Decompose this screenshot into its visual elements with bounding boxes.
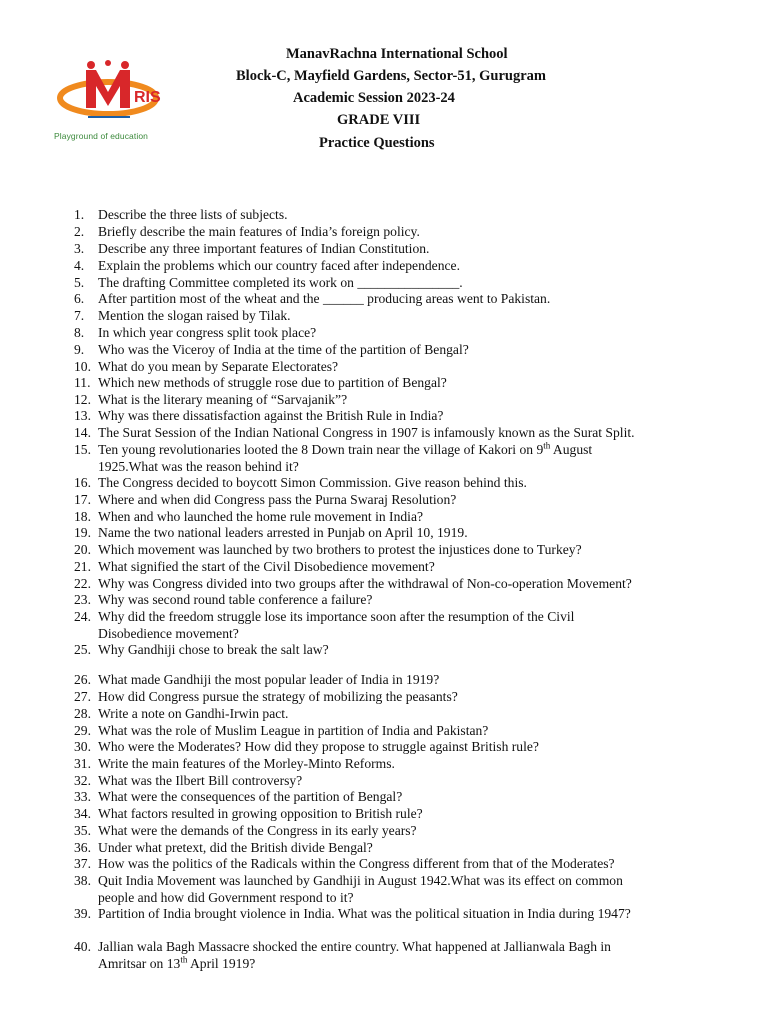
question-text: Describe any three important features of Indian Constitution. — [98, 241, 430, 256]
question-number: 33. — [74, 789, 91, 804]
question-number: 9. — [74, 342, 85, 357]
question-text: Which movement was launched by two brothers to protest the injustices done to Turkey? — [98, 542, 582, 557]
question-item — [74, 856, 615, 873]
question-number: 28. — [74, 706, 91, 721]
question-number: 5. — [74, 275, 85, 290]
question-text: Quit India Movement was launched by Gandhiji in August 1942.What was its effect on common — [98, 873, 623, 888]
question-number: 21. — [74, 559, 91, 574]
question-item — [74, 706, 288, 723]
question-text: The drafting Committee completed its work on _______________. — [98, 275, 463, 290]
question-item — [74, 559, 435, 576]
question-number: 38. — [74, 873, 91, 888]
question-number: 8. — [74, 325, 85, 340]
question-number: 10. — [74, 359, 91, 374]
question-item — [74, 325, 316, 342]
question-number: 22. — [74, 576, 91, 591]
question-text: When and who launched the home rule movement in India? — [98, 509, 424, 524]
question-number: 19. — [74, 525, 91, 540]
mris-logo-icon — [56, 58, 174, 132]
question-text-part: Amritsar on 13 — [98, 955, 181, 971]
ordinal-suffix: th — [543, 440, 551, 451]
academic-session: Academic Session 2023-24 — [293, 90, 455, 106]
question-item — [74, 342, 469, 359]
question-text: How was the politics of the Radicals within the Congress different from that of the Moderates? — [98, 856, 615, 871]
question-text: Ten young revolutionaries looted the 8 Down train near the village of Kakori on 9 — [98, 442, 544, 457]
question-number: 7. — [74, 308, 85, 323]
ordinal-suffix: th — [180, 954, 188, 965]
question-item — [74, 806, 423, 823]
question-number: 24. — [74, 609, 91, 624]
question-item — [74, 542, 582, 559]
question-text: Who was the Viceroy of India at the time of the partition of Bengal? — [98, 342, 469, 357]
question-item — [74, 275, 463, 292]
question-text-continued: people and how did Government respond to it? — [98, 889, 354, 905]
question-number: 36. — [74, 840, 91, 855]
question-number: 2. — [74, 224, 85, 239]
question-text: Why Gandhiji chose to break the salt law? — [98, 642, 329, 657]
question-item — [74, 939, 611, 973]
question-item — [74, 592, 372, 609]
question-text: What was the Ilbert Bill controversy? — [98, 773, 303, 788]
question-number: 18. — [74, 509, 91, 524]
question-number: 16. — [74, 475, 91, 490]
question-text: Mention the slogan raised by Tilak. — [98, 308, 291, 323]
question-number: 39. — [74, 906, 91, 921]
school-name: ManavRachna International School — [286, 46, 508, 62]
question-text: Partition of India brought violence in India. What was the political situation in India during 1947? — [98, 906, 631, 921]
question-item — [74, 642, 329, 659]
question-item — [74, 576, 632, 593]
question-item — [74, 359, 338, 376]
question-number: 26. — [74, 672, 91, 687]
question-text: Why was Congress divided into two groups after the withdrawal of Non-co-operation Movement? — [98, 576, 632, 591]
school-address: Block-C, Mayfield Gardens, Sector-51, Gurugram — [236, 68, 546, 84]
question-text: Name the two national leaders arrested in Punjab on April 10, 1919. — [98, 525, 468, 540]
question-item — [74, 723, 488, 740]
question-item — [74, 392, 347, 409]
question-item — [74, 773, 302, 790]
question-number: 3. — [74, 241, 85, 256]
question-number: 20. — [74, 542, 91, 557]
question-text: The Surat Session of the Indian National Congress in 1907 is infamously known as the Surat Split. — [98, 425, 635, 440]
question-text: Describe the three lists of subjects. — [98, 207, 288, 222]
question-item — [74, 258, 460, 275]
question-item — [74, 408, 443, 425]
question-text: Jallian wala Bagh Massacre shocked the entire country. What happened at Jallianwala Bagh in — [98, 939, 611, 954]
question-number: 25. — [74, 642, 91, 657]
question-number: 13. — [74, 408, 91, 423]
question-text: Briefly describe the main features of India’s foreign policy. — [98, 224, 420, 239]
question-item — [74, 509, 423, 526]
question-text-tail: August — [550, 442, 593, 457]
question-text: What signified the start of the Civil Disobedience movement? — [98, 559, 435, 574]
question-text: Where and when did Congress pass the Purna Swaraj Resolution? — [98, 492, 457, 507]
question-text: Why was there dissatisfaction against the British Rule in India? — [98, 408, 444, 423]
question-item — [74, 241, 429, 258]
question-item — [74, 308, 291, 325]
logo-letters: RIS — [134, 89, 161, 106]
question-number: 17. — [74, 492, 91, 507]
question-text: What is the literary meaning of “Sarvajanik”? — [98, 392, 348, 407]
question-item — [74, 739, 539, 756]
question-number: 23. — [74, 592, 91, 607]
question-item — [74, 823, 417, 840]
question-number: 1. — [74, 207, 85, 222]
question-text-continued: Disobedience movement? — [98, 625, 239, 641]
question-number: 29. — [74, 723, 91, 738]
question-item — [74, 840, 373, 857]
question-text: What was the role of Muslim League in partition of India and Pakistan? — [98, 723, 489, 738]
question-item — [74, 609, 574, 643]
question-text: Why did the freedom struggle lose its importance soon after the resumption of the Civil — [98, 609, 575, 624]
question-text: The Congress decided to boycott Simon Commission. Give reason behind this. — [98, 475, 527, 490]
question-text: What factors resulted in growing opposition to British rule? — [98, 806, 423, 821]
question-text: What were the consequences of the partition of Bengal? — [98, 789, 403, 804]
question-item — [74, 873, 623, 907]
question-number: 37. — [74, 856, 91, 871]
question-number: 4. — [74, 258, 85, 273]
question-text: Which new methods of struggle rose due to partition of Bengal? — [98, 375, 447, 390]
question-item — [74, 425, 635, 442]
question-number: 15. — [74, 442, 91, 457]
question-text: How did Congress pursue the strategy of mobilizing the peasants? — [98, 689, 458, 704]
question-item — [74, 689, 458, 706]
question-item — [74, 375, 447, 392]
question-item — [74, 475, 527, 492]
question-number: 6. — [74, 291, 85, 306]
question-item — [74, 224, 420, 241]
question-text: After partition most of the wheat and the ______ producing areas went to Pakistan. — [98, 291, 551, 306]
question-item — [74, 291, 550, 308]
question-number: 40. — [74, 939, 91, 954]
question-number: 12. — [74, 392, 91, 407]
document-title: Practice Questions — [319, 135, 435, 151]
question-number: 31. — [74, 756, 91, 771]
grade-level: GRADE VIII — [337, 112, 421, 128]
question-text: In which year congress split took place? — [98, 325, 317, 340]
question-item — [74, 492, 456, 509]
question-number: 34. — [74, 806, 91, 821]
question-item — [74, 789, 402, 806]
question-text-part: April 1919? — [187, 955, 256, 971]
question-number: 27. — [74, 689, 91, 704]
question-number: 30. — [74, 739, 91, 754]
question-number: 35. — [74, 823, 91, 838]
question-text: Under what pretext, did the British divide Bengal? — [98, 840, 373, 855]
question-item — [74, 207, 288, 224]
question-text: Why was second round table conference a failure? — [98, 592, 373, 607]
question-text: Write a note on Gandhi-Irwin pact. — [98, 706, 289, 721]
question-number: 14. — [74, 425, 91, 440]
question-item — [74, 672, 439, 689]
question-text: Who were the Moderates? How did they propose to struggle against British rule? — [98, 739, 539, 754]
logo-tagline: Playground of education — [54, 131, 148, 141]
question-text: What were the demands of the Congress in its early years? — [98, 823, 417, 838]
question-text: Write the main features of the Morley-Minto Reforms. — [98, 756, 395, 771]
question-text: Explain the problems which our country faced after independence. — [98, 258, 460, 273]
school-logo — [56, 58, 174, 148]
question-number: 11. — [74, 375, 91, 390]
question-item — [74, 756, 395, 773]
question-item — [74, 906, 631, 923]
question-text: What made Gandhiji the most popular leader of India in 1919? — [98, 672, 440, 687]
question-item — [74, 525, 468, 542]
question-item — [74, 442, 592, 476]
question-text: What do you mean by Separate Electorates? — [98, 359, 339, 374]
question-text-continued: 1925.What was the reason behind it? — [98, 458, 299, 474]
question-number: 32. — [74, 773, 91, 788]
question-text-continued — [74, 956, 611, 973]
